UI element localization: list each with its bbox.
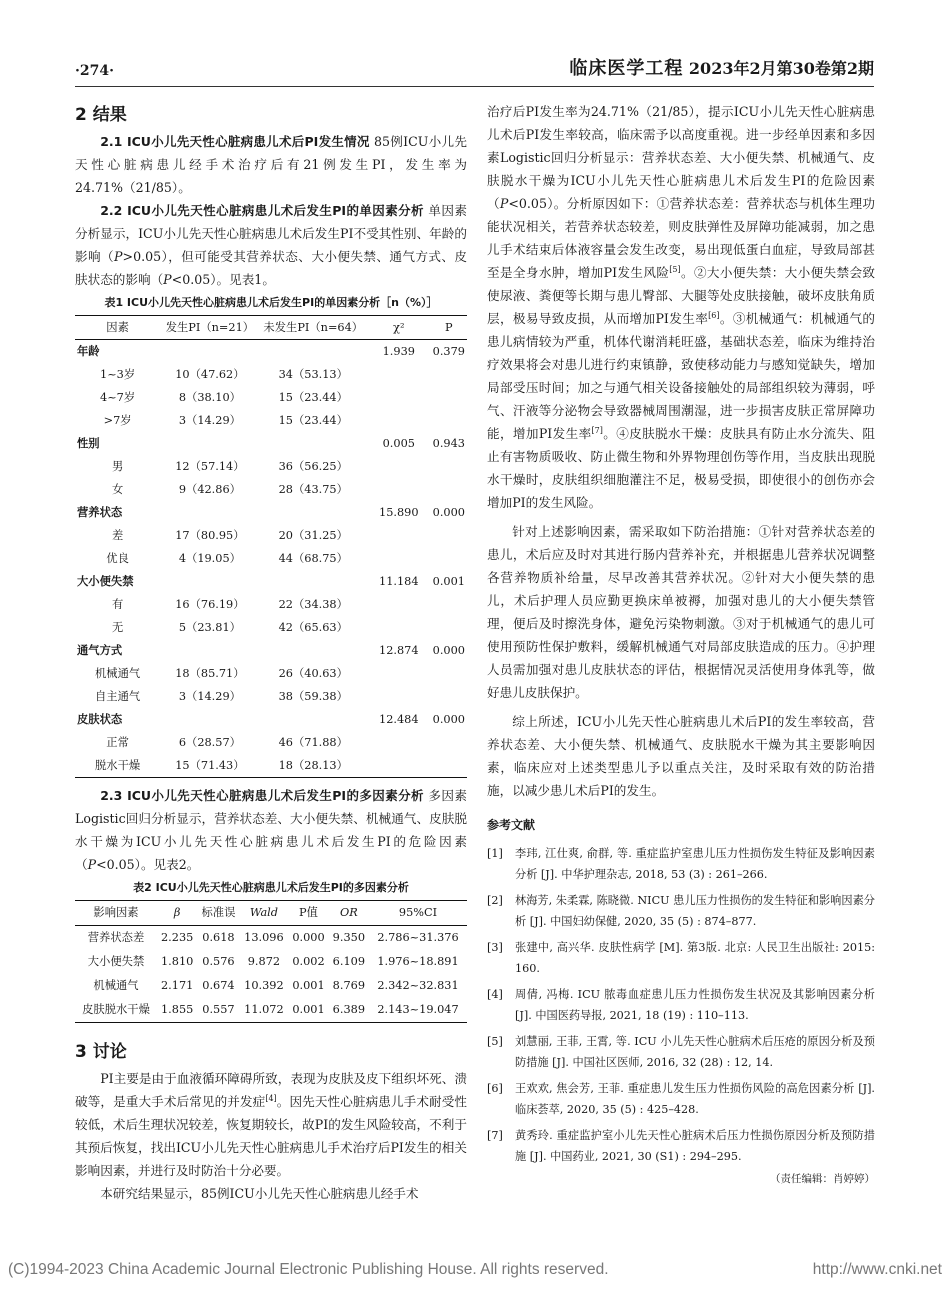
- t2-p: 0.001: [292, 1003, 325, 1016]
- section-2-1: [75, 130, 467, 199]
- reference-item: [487, 1125, 875, 1167]
- t2-header-factor: 影响因素: [93, 906, 139, 919]
- t2-se: 0.576: [202, 955, 235, 968]
- t1-empty: [367, 455, 431, 478]
- t1-pi-count: 12（57.14）: [175, 460, 245, 473]
- page-footer: [8, 1258, 942, 1281]
- t1-empty: [367, 547, 431, 570]
- t1-empty: [160, 501, 259, 524]
- t1-no-pi-count: 26（40.63）: [278, 667, 348, 680]
- t1-no-pi-count: 28（43.75）: [278, 483, 348, 496]
- reference-text: 李玮, 江仕爽, 俞群, 等. 重症监护室患儿压力性损伤发生特征及影响因素分析 [J]. 中华护理杂志, 2018, 53 (3) : 261–266.: [515, 847, 875, 881]
- t1-level: 差: [111, 529, 124, 542]
- t1-chi2: 1.939: [382, 345, 415, 358]
- table-1-group-row: [75, 432, 467, 455]
- page-number: ·274·: [75, 63, 114, 79]
- t1-header-no-pi: 未发生PI（n=64）: [263, 321, 364, 334]
- t1-pi-count: 3（14.29）: [178, 414, 241, 427]
- reference-number: [1]: [487, 847, 503, 860]
- t1-empty: [367, 409, 431, 432]
- table-1-group-row: [75, 708, 467, 731]
- t1-empty: [431, 547, 467, 570]
- right-text-e: 。④皮肤脱水干燥：皮肤具有防止水分流失、阻止有害物质吸收、防止微生物和外界物理创伤等作用，当皮肤出现脱水干燥时，皮肤组织细胞灌注不足，极易受损，即使很小的创伤亦会增加PI的发生风险。: [487, 426, 876, 510]
- responsible-editor: （责任编辑：肖婷婷）: [770, 1173, 875, 1185]
- t2-factor: 营养状态差: [87, 931, 145, 944]
- t1-no-pi-count: 46（71.88）: [278, 736, 348, 749]
- t1-level: 正常: [106, 736, 129, 749]
- reference-number: [5]: [487, 1035, 503, 1048]
- table-1: [75, 315, 467, 778]
- t2-factor: 机械通气: [93, 979, 139, 992]
- t1-no-pi-count: 18（28.13）: [278, 759, 348, 772]
- t1-level: 1~3岁: [100, 368, 136, 381]
- t1-header-pi: 发生PI（n=21）: [165, 321, 255, 334]
- t1-empty: [431, 616, 467, 639]
- reference-item: [487, 1031, 875, 1073]
- p-symbol: P: [163, 272, 172, 287]
- table-1-group-row: [75, 639, 467, 662]
- section-2-2-text-a: 单因素分析显示，ICU小儿先天性心脏病患儿术后发生PI不受其性别、年龄的影响（: [75, 203, 467, 264]
- t1-header-factor: 因素: [106, 321, 129, 334]
- t1-no-pi-count: 34（53.13）: [278, 368, 348, 381]
- t1-empty: [367, 685, 431, 708]
- t1-empty: [431, 524, 467, 547]
- journal-header: [569, 57, 874, 80]
- t1-empty: [431, 409, 467, 432]
- t1-empty: [160, 340, 259, 364]
- t2-or: 6.109: [332, 955, 366, 968]
- p-symbol: P: [87, 857, 97, 872]
- t1-group-name: 性别: [77, 437, 100, 450]
- reference-text: 周倩, 冯梅. ICU 脓毒血症患儿压力性损伤发生状况及其影响因素分析 [J]. 中国医药导报, 2021, 18 (19) : 110–113.: [515, 988, 875, 1022]
- t2-se: 0.557: [202, 1003, 235, 1016]
- t1-empty: [431, 386, 467, 409]
- t1-p: 0.000: [432, 506, 465, 519]
- table-1-row: [75, 616, 467, 639]
- right-text-b: <0.05）。分析原因如下：①营养状态差：营养状态与机体生理功能状况相关，若营养状态较差，则皮肤弹性及屏障功能减弱，加之患儿手术结束后体液容量会发生改变，易出现低蛋白血症，导致局部甚至是全身水肿，增加PI发生风险: [487, 196, 876, 280]
- t2-factor: 皮肤脱水干燥: [82, 1003, 150, 1016]
- t1-empty: [367, 478, 431, 501]
- journal-issue: 2023年2月第30卷第2期: [688, 59, 874, 78]
- t2-wald: 13.096: [244, 931, 284, 944]
- table-2-row: [75, 998, 467, 1023]
- t1-level: 男: [111, 460, 124, 473]
- reference-text: 王欢欢, 焦会芳, 王菲. 重症患儿发生压力性损伤风险的高危因素分析 [J]. 临床荟萃, 2020, 35 (5) : 425–428.: [515, 1082, 875, 1116]
- table-2: [75, 900, 467, 1023]
- reference-item: [487, 843, 875, 885]
- left-column: [75, 100, 467, 1205]
- t1-p: 0.000: [432, 644, 465, 657]
- table-1-row: [75, 409, 467, 432]
- t2-wald: 9.872: [247, 955, 281, 968]
- table-1-row: [75, 363, 467, 386]
- t2-or: 9.350: [332, 931, 366, 944]
- t2-beta: 2.235: [161, 931, 194, 944]
- t1-level: 女: [111, 483, 124, 496]
- table-2-caption: 表2 ICU小儿先天性心脏病患儿术后发生PI的多因素分析: [133, 881, 409, 894]
- t1-pi-count: 15（71.43）: [175, 759, 245, 772]
- t1-header-p: P: [445, 321, 453, 334]
- t2-se: 0.674: [202, 979, 235, 992]
- reference-number: [7]: [487, 1129, 503, 1142]
- reference-item: [487, 984, 875, 1026]
- t1-level: >7岁: [103, 414, 132, 427]
- section-2-1-text: 85例ICU小儿先天性心脏病患儿经手术治疗后有21例发生PI，发生率为24.71%（21/85）。: [75, 134, 467, 195]
- section-3-title: 3 讨论: [75, 1042, 127, 1062]
- t2-ci: 2.342~32.831: [377, 979, 459, 992]
- t1-empty: [431, 662, 467, 685]
- t1-no-pi-count: 15（23.44）: [278, 391, 348, 404]
- discussion-paragraph-2: 本研究结果显示，85例ICU小儿先天性心脏病患儿经手术: [100, 1186, 419, 1201]
- t1-level: 有: [111, 598, 124, 611]
- section-2-3-text-b: <0.05）。见表2。: [96, 857, 200, 872]
- t2-header-se: 标准误: [201, 906, 236, 919]
- t1-pi-count: 17（80.95）: [175, 529, 245, 542]
- t2-header-ci: 95%CI: [398, 906, 438, 919]
- reference-item: [487, 890, 875, 932]
- section-2-2: [75, 199, 467, 291]
- t1-empty: [367, 754, 431, 778]
- t1-chi2: 15.890: [379, 506, 419, 519]
- t1-p: 0.000: [432, 713, 465, 726]
- reference-number: [4]: [487, 988, 503, 1001]
- t1-pi-count: 9（42.86）: [178, 483, 241, 496]
- right-column: [487, 100, 875, 1191]
- references-list: [487, 843, 875, 1167]
- t1-empty: [367, 731, 431, 754]
- t1-empty: [431, 478, 467, 501]
- discussion-paragraph-4: 综上所述，ICU小儿先天性心脏病患儿术后PI的发生率较高，营养状态差、大小便失禁、机械通气、皮肤脱水干燥为其主要影响因素，临床应对上述类型患儿予以重点关注，及时采取有效的防治措施，以减少患儿术后PI的发生。: [487, 714, 875, 798]
- t1-pi-count: 8（38.10）: [178, 391, 241, 404]
- t2-wald: 11.072: [244, 1003, 284, 1016]
- section-2-1-heading: 2.1 ICU小儿先天性心脏病患儿术后PI发生情况: [100, 134, 370, 149]
- t1-group-name: 大小便失禁: [77, 575, 134, 588]
- t2-or: 8.769: [332, 979, 366, 992]
- journal-name: 临床医学工程: [569, 58, 684, 79]
- t1-empty: [160, 432, 259, 455]
- t1-no-pi-count: 20（31.25）: [278, 529, 348, 542]
- t1-empty: [160, 639, 259, 662]
- t1-empty: [260, 639, 367, 662]
- t1-group-name: 皮肤状态: [77, 713, 123, 726]
- t1-no-pi-count: 22（34.38）: [278, 598, 348, 611]
- t1-no-pi-count: 15（23.44）: [278, 414, 348, 427]
- t2-beta: 1.810: [161, 955, 194, 968]
- reference-item: [487, 937, 875, 979]
- t1-level: 脱水干燥: [94, 759, 141, 772]
- t1-empty: [160, 708, 259, 731]
- t2-ci: 2.143~19.047: [377, 1003, 459, 1016]
- table-2-row: [75, 950, 467, 974]
- table-1-row: [75, 524, 467, 547]
- t1-level: 无: [111, 621, 124, 634]
- table-1-row: [75, 478, 467, 501]
- t1-empty: [260, 501, 367, 524]
- t2-p: 0.000: [292, 931, 325, 944]
- t1-p: 0.379: [432, 345, 465, 358]
- p-symbol: P: [499, 196, 509, 211]
- t1-chi2: 11.184: [379, 575, 419, 588]
- citation-6: [6]: [708, 310, 720, 320]
- section-2-title: 2 结果: [75, 105, 127, 125]
- t1-empty: [367, 662, 431, 685]
- section-2-3: [75, 784, 467, 876]
- t1-chi2: 12.484: [379, 713, 419, 726]
- t2-header-beta: β: [173, 906, 181, 919]
- discussion-1-text-b: 。因先天性心脏病患儿手术耐受性较低，术后生理状况较差，恢复期较长，故PI的发生风险较高，不利于其预后恢复，找出ICU小儿先天性心脏病患儿手术治疗后PI发生的相关影响因素，并进行及时防治十分必要。: [75, 1094, 468, 1178]
- t2-header-or: OR: [339, 906, 358, 919]
- t2-p: 0.001: [292, 979, 325, 992]
- t1-empty: [367, 593, 431, 616]
- t1-chi2: 0.005: [382, 437, 415, 450]
- t1-empty: [260, 708, 367, 731]
- table-1-row: [75, 386, 467, 409]
- t2-ci: 1.976~18.891: [377, 955, 459, 968]
- discussion-1-text-a: PI主要是由于血液循环障碍所致，表现为皮肤及皮下组织坏死、溃破等，是重大手术后常见的并发症: [75, 1071, 467, 1109]
- t1-pi-count: 10（47.62）: [175, 368, 245, 381]
- reference-text: 林海芳, 朱柔霖, 陈晓微. NICU 患儿压力性损伤的发生特征和影响因素分析 [J]. 中国妇幼保健, 2020, 35 (5) : 874–877.: [515, 894, 875, 928]
- section-2-2-text-c: <0.05）。见表1。: [171, 272, 275, 287]
- t1-empty: [367, 386, 431, 409]
- section-2-3-heading: 2.3 ICU小儿先天性心脏病患儿术后发生PI的多因素分析: [100, 788, 424, 803]
- t1-level: 机械通气: [94, 667, 141, 680]
- t1-empty: [160, 570, 259, 593]
- citation-4: [4]: [265, 1093, 277, 1103]
- table-1-group-row: [75, 501, 467, 524]
- t1-group-name: 通气方式: [77, 644, 123, 657]
- t2-beta: 2.171: [161, 979, 194, 992]
- t2-or: 6.389: [332, 1003, 366, 1016]
- t1-p: 0.001: [432, 575, 465, 588]
- t1-pi-count: 5（23.81）: [178, 621, 241, 634]
- t1-no-pi-count: 36（56.25）: [278, 460, 348, 473]
- table-2-header: [75, 901, 467, 926]
- t1-pi-count: 18（85.71）: [175, 667, 245, 680]
- t2-wald: 10.392: [244, 979, 284, 992]
- t2-p: 0.002: [292, 955, 325, 968]
- table-1-row: [75, 455, 467, 478]
- t1-empty: [431, 754, 467, 778]
- t1-empty: [260, 340, 367, 364]
- t1-pi-count: 16（76.19）: [175, 598, 245, 611]
- t2-header-p: P值: [299, 906, 318, 919]
- t1-empty: [431, 731, 467, 754]
- t1-pi-count: 6（28.57）: [178, 736, 241, 749]
- table-1-group-row: [75, 340, 467, 364]
- table-2-row: [75, 974, 467, 998]
- table-1-row: [75, 731, 467, 754]
- t1-no-pi-count: 44（68.75）: [278, 552, 348, 565]
- table-1-row: [75, 754, 467, 778]
- right-text-c: 。②大小便失禁：大小便失禁会致使尿液、粪便等长期与患儿臀部、大腿等处皮肤接触，破坏皮肤角质层，极易导致皮损，从而增加PI发生率: [487, 265, 876, 326]
- table-1-group-row: [75, 570, 467, 593]
- reference-text: 黄秀玲. 重症监护室小儿先天性心脏病术后压力性损伤原因分析及预防措施 [J]. 中国药业, 2021, 30 (S1) : 294–295.: [515, 1129, 875, 1163]
- reference-number: [3]: [487, 941, 503, 954]
- t2-ci: 2.786~31.376: [377, 931, 459, 944]
- t2-header-wald: Wald: [249, 906, 279, 919]
- discussion-paragraph-2-cont: [487, 100, 875, 514]
- reference-number: [6]: [487, 1082, 503, 1095]
- section-2-2-text-b: >0.05），但可能受其营养状态、大小便失禁、通气方式、皮肤状态的影响（: [75, 249, 468, 287]
- discussion-paragraph-3: 针对上述影响因素，需采取如下防治措施：①针对营养状态差的患儿，术后应及时对其进行肠内营养补充，并根据患儿营养状况调整各营养物质补给量，尽早改善其营养状况。②针对大小便失禁的患儿，术后护理人员应勤更换床单被褥，加强对患儿的大小便失禁管理，便后及时擦洗身体，避免污染物刺激。③对于机械通气的患儿可使用预防性保护敷料，缓解机械通气对局部皮肤造成的压力。④护理人员需加强对患儿皮肤状态的评估，根据情况灵活使用身体乳等，做好患儿皮肤保护。: [487, 524, 875, 700]
- header-rule: [75, 86, 874, 87]
- table-1-row: [75, 662, 467, 685]
- t1-empty: [260, 570, 367, 593]
- section-2-2-heading: 2.2 ICU小儿先天性心脏病患儿术后发生PI的单因素分析: [100, 203, 424, 218]
- t1-no-pi-count: 42（65.63）: [278, 621, 348, 634]
- p-symbol: P: [114, 249, 123, 264]
- citation-7: [7]: [591, 425, 603, 435]
- table-1-caption: 表1 ICU小儿先天性心脏病患儿术后发生PI的单因素分析［n（%）］: [104, 296, 438, 309]
- t1-empty: [431, 685, 467, 708]
- t2-se: 0.618: [202, 931, 235, 944]
- reference-item: [487, 1078, 875, 1120]
- t1-pi-count: 3（14.29）: [178, 690, 241, 703]
- right-text-a: 治疗后PI发生率为24.71%（21/85），提示ICU小儿先天性心脏病患儿术后PI发生率较高，临床需予以高度重视。进一步经单因素和多因素Logistic回归分析显示：营养状态差、大小便失禁、机械通气、皮肤脱水干燥为ICU小儿先天性心脏病患儿术后发生PI的危险因素（: [487, 104, 875, 211]
- discussion-paragraph-1: [75, 1067, 467, 1182]
- t1-empty: [431, 455, 467, 478]
- t1-empty: [431, 593, 467, 616]
- t2-factor: 大小便失禁: [87, 955, 145, 968]
- t1-chi2: 12.874: [379, 644, 419, 657]
- references-title: 参考文献: [487, 818, 536, 832]
- table-1-row: [75, 685, 467, 708]
- t1-group-name: 年龄: [77, 345, 100, 358]
- t1-no-pi-count: 38（59.38）: [278, 690, 348, 703]
- t1-level: 优良: [106, 552, 129, 565]
- t1-pi-count: 4（19.05）: [178, 552, 241, 565]
- t1-level: 自主通气: [94, 690, 141, 703]
- t1-empty: [367, 616, 431, 639]
- reference-text: 张建中, 高兴华. 皮肤性病学 [M]. 第3版. 北京: 人民卫生出版社: 2015: 160.: [515, 941, 875, 975]
- t1-empty: [367, 524, 431, 547]
- t1-level: 4~7岁: [100, 391, 136, 404]
- t1-empty: [260, 432, 367, 455]
- section-2-3-text-a: 多因素Logistic回归分析显示，营养状态差、大小便失禁、机械通气、皮肤脱水干燥为ICU小儿先天性心脏病患儿术后发生PI的危险因素（: [75, 788, 467, 872]
- table-1-row: [75, 593, 467, 616]
- table-1-header: [75, 316, 467, 340]
- t1-header-chi2: χ²: [393, 321, 405, 334]
- right-text-d: 。③机械通气：机械通气的患儿病情较为严重，机体代谢消耗旺盛，基础状态差，临床为维持治疗效果将会对患儿进行约束镇静，致使移动能力与感知觉缺失，增加局部受压时间；加之与通气相关设备接触处的局部组织较为薄弱，呼气、汗液等分泌物会导致器械周围潮湿，进一步损害皮肤正常屏障功能，增加PI发生率: [487, 311, 876, 441]
- t1-p: 0.943: [432, 437, 465, 450]
- cnki-link[interactable]: http://www.cnki.net: [812, 1261, 942, 1278]
- t2-beta: 1.855: [161, 1003, 194, 1016]
- reference-text: 刘慧丽, 王菲, 王霄, 等. ICU 小儿先天性心脏病术后压疮的原因分析及预防措施 [J]. 中国社区医师, 2016, 32 (28) : 12, 14.: [515, 1035, 875, 1069]
- citation-5: [5]: [669, 264, 681, 274]
- t1-group-name: 营养状态: [77, 506, 123, 519]
- t1-empty: [367, 363, 431, 386]
- t1-empty: [431, 363, 467, 386]
- table-2-row: [75, 926, 467, 951]
- copyright-text: (C)1994-2023 China Academic Journal Electronic Publishing House. All rights reserved.: [8, 1261, 609, 1278]
- reference-number: [2]: [487, 894, 503, 907]
- table-1-row: [75, 547, 467, 570]
